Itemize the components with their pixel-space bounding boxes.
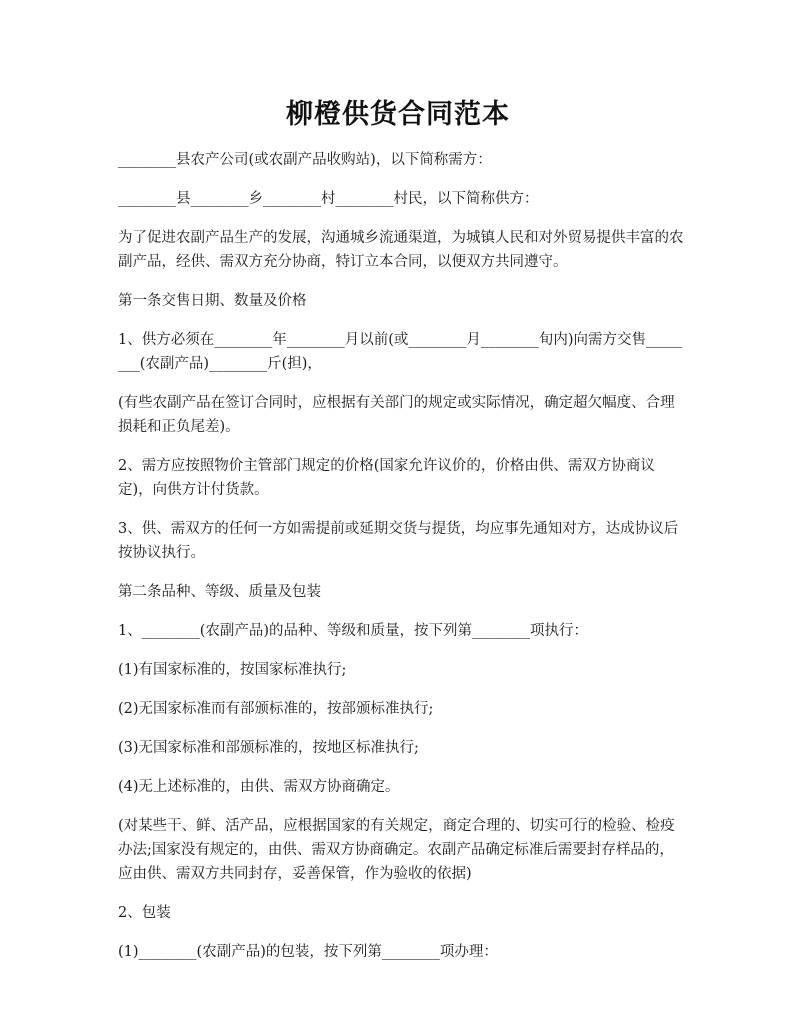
article-2-note: (对某些干、鲜、活产品，应根据国家的有关规定，商定合理的、切实可行的检验、检疫办法;国家没有规定的，由供、需双方协商确定。农副产品确定标准后需要封存样品的，应由供、需双方共同封存，妥善保管，作为验收的依据)	[118, 818, 675, 882]
standard-option-3: (3)无国家标准和部颁标准的，按地区标准执行;	[118, 740, 419, 756]
standard-option-4: (4)无上述标准的，由供、需双方协商确定。	[118, 779, 400, 795]
article-1-clause-3: 3、供、需双方的任何一方如需提前或延期交货与提货，均应事先通知对方，达成协议后按协议执行。	[118, 521, 679, 561]
article-2-clause-2: 2、包装	[118, 905, 171, 921]
party-supplier: ________县________乡________村________村民，以下简称供方：	[118, 191, 539, 207]
article-1-clause-1: 1、供方必须在________年________月以前(或________月________旬内)向需方交售________(农副产品)________斤(担)，	[118, 332, 683, 372]
article-2-clause-1: 1、________(农副产品)的品种、等级和质量，按下列第________项执行：	[118, 623, 589, 639]
article-1-clause-2: 2、需方应按照物价主管部门规定的价格(国家允许议价的，价格由供、需双方协商议定)，向供方计付货款。	[118, 458, 655, 498]
packaging-option-1: (1)________(农副产品)的包装，按下列第________项办理：	[118, 944, 498, 960]
article-1-heading: 第一条交售日期、数量及价格	[118, 293, 307, 309]
party-buyer: ________县农产公司(或农副产品收购站)，以下简称需方：	[118, 152, 492, 168]
article-2-heading: 第二条品种、等级、质量及包装	[118, 584, 321, 600]
preamble: 为了促进农副产品生产的发展，沟通城乡流通渠道，为城镇人民和对外贸易提供丰富的农副产品，经供、需双方充分协商，特订立本合同，以便双方共同遵守。	[118, 230, 684, 270]
document-title: 柳橙供货合同范本	[286, 99, 510, 130]
article-1-note: (有些农副产品在签订合同时，应根据有关部门的规定或实际情况，确定超欠幅度、合理损耗和正负尾差)。	[118, 395, 675, 435]
standard-option-1: (1)有国家标准的，按国家标准执行;	[118, 662, 347, 678]
standard-option-2: (2)无国家标准而有部颁标准的，按部颁标准执行;	[118, 701, 434, 717]
document-body	[118, 148, 684, 979]
